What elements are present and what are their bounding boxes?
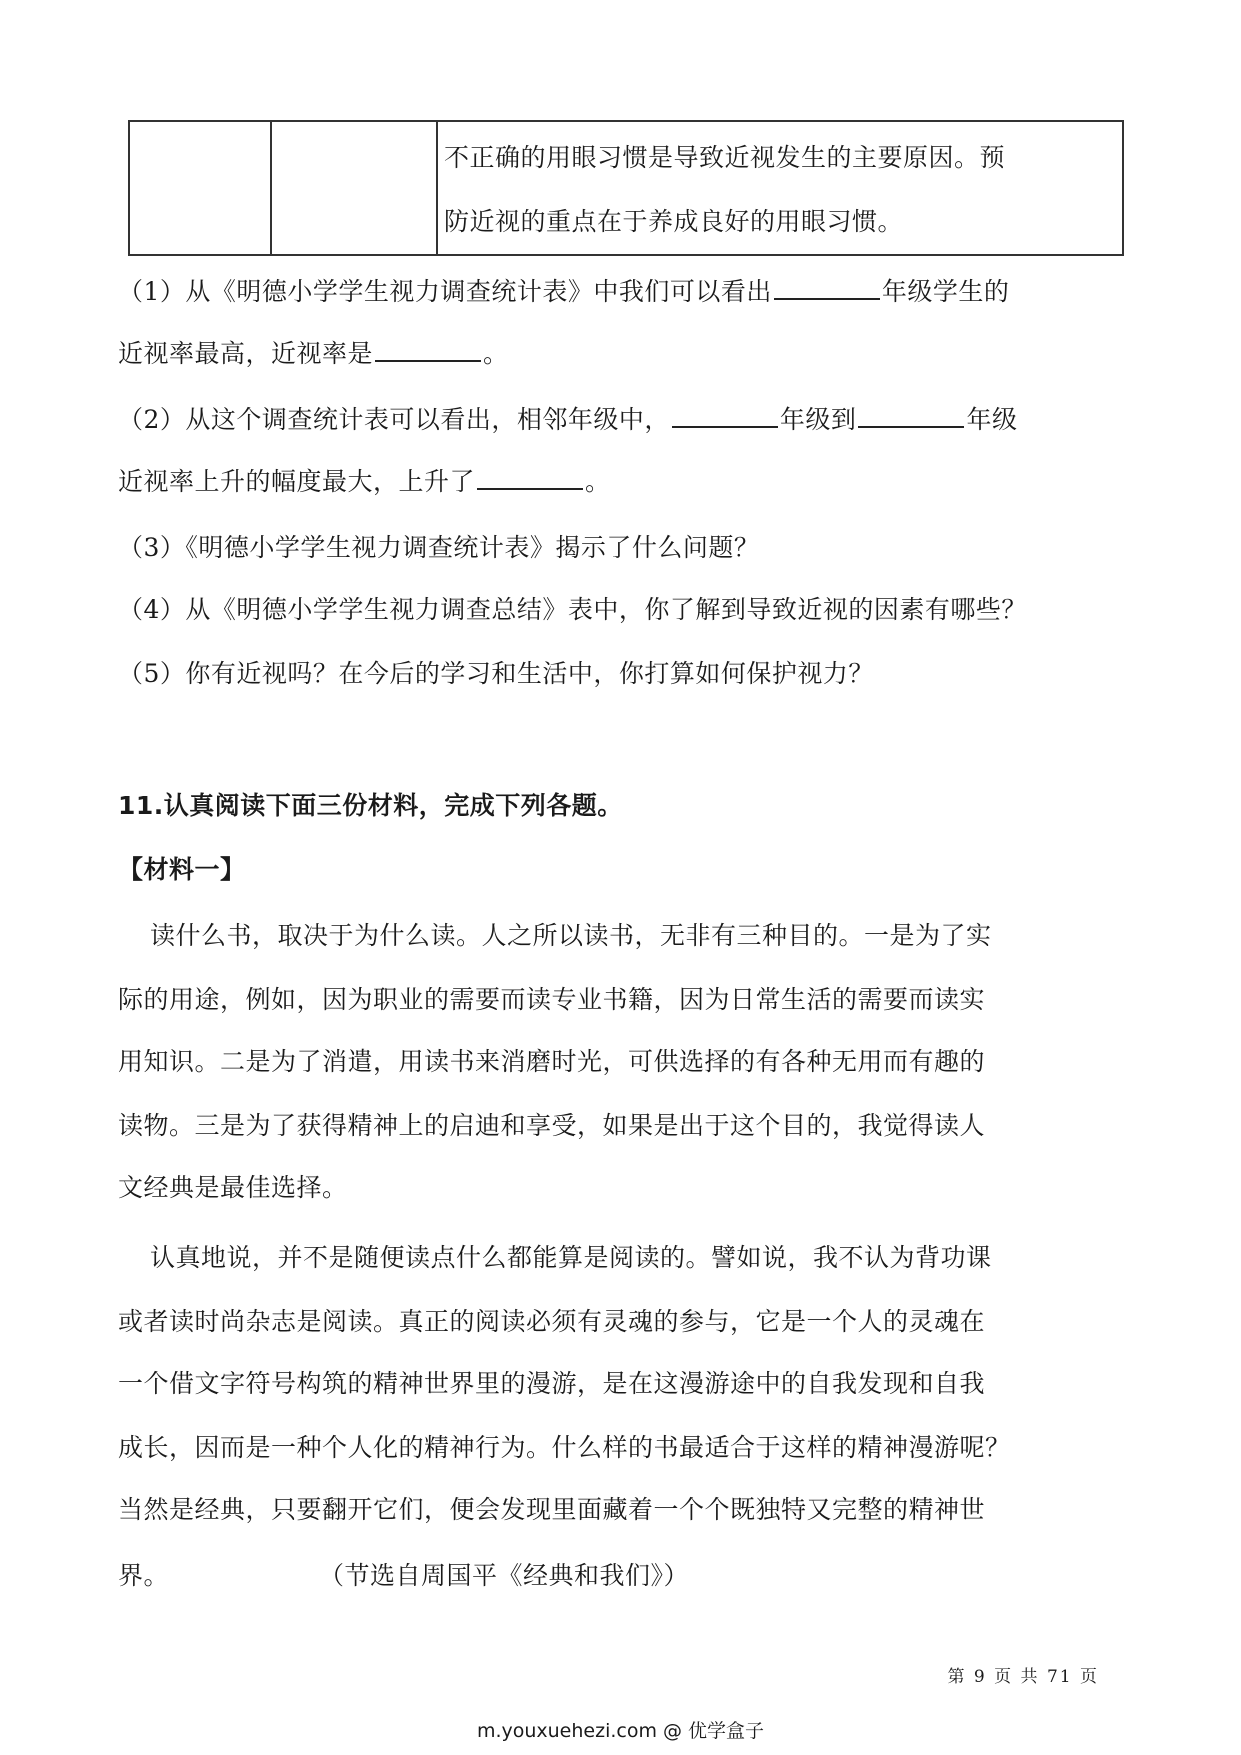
table-cell-empty-1 — [129, 121, 271, 255]
question-2-line-1 — [118, 400, 1128, 436]
question-4: （4）从《明德小学学生视力调查总结》表中，你了解到导致近视的因素有哪些？ — [118, 595, 1027, 624]
q2-text-a: （2）从这个调查统计表可以看出，相邻年级中， — [118, 405, 670, 434]
paragraph-2-line-4: 成长，因而是一种个人化的精神行为。什么样的书最适合于这样的精神漫游呢？ — [118, 1433, 1011, 1462]
site-watermark: m.youxuehezi.com @ 优学盒子 — [476, 1720, 765, 1742]
table-cell-line-1: 不正确的用眼习惯是导致近视发生的主要原因。预 — [444, 143, 1006, 172]
paragraph-2-line-1: 认真地说，并不是随便读点什么都能算是阅读的。譬如说，我不认为背功课 — [150, 1243, 992, 1272]
paragraph-2-line-5: 当然是经典，只要翻开它们，便会发现里面藏着一个个既独特又完整的精神世 — [118, 1495, 986, 1524]
paragraph-2-line-2: 或者读时尚杂志是阅读。真正的阅读必须有灵魂的参与，它是一个人的灵魂在 — [118, 1307, 986, 1336]
q2-text-d: 近视率上升的幅度最大，上升了 — [118, 467, 476, 496]
paragraph-1-line-2: 际的用途，例如，因为职业的需要而读专业书籍，因为日常生活的需要而读实 — [118, 985, 986, 1014]
table-fragment — [128, 120, 1124, 256]
paragraph-1-line-3: 用知识。二是为了消遣，用读书来消磨时光，可供选择的有各种无用而有趣的 — [118, 1047, 986, 1076]
question-1-line-2 — [118, 334, 1128, 370]
answer-blank-q2-rise[interactable] — [477, 466, 583, 490]
section-11-title: 11.认真阅读下面三份材料，完成下列各题。 — [118, 791, 623, 820]
q1-text-b: 年级学生的 — [881, 277, 1010, 306]
answer-blank-q1-grade[interactable] — [774, 276, 880, 300]
source-citation: （节选自周国平《经典和我们》） — [319, 1561, 690, 1590]
q2-text-c: 年级 — [966, 405, 1018, 434]
q2-text-b: 年级到 — [779, 405, 857, 434]
paragraph-2-line-3: 一个借文字符号构筑的精神世界里的漫游，是在这漫游途中的自我发现和自我 — [118, 1369, 986, 1398]
q1-text-c: 近视率最高，近视率是 — [118, 339, 374, 368]
table-cell-line-2: 防近视的重点在于养成良好的用眼习惯。 — [444, 207, 904, 236]
paragraph-2-line-6 — [118, 1556, 1128, 1592]
q2-text-e: 。 — [585, 467, 611, 496]
paragraph-1-line-1: 读什么书，取决于为什么读。人之所以读书，无非有三种目的。一是为了实 — [150, 921, 992, 950]
question-1-line-1 — [118, 272, 1128, 308]
material-1-label: 【材料一】 — [118, 855, 246, 884]
question-2-line-2 — [118, 462, 1128, 498]
answer-blank-q2-to[interactable] — [858, 404, 964, 428]
question-3: （3）《明德小学学生视力调查统计表》揭示了什么问题？ — [118, 533, 760, 562]
question-5: （5）你有近视吗？在今后的学习和生活中，你打算如何保护视力？ — [118, 659, 874, 688]
table-cell-text — [437, 121, 1123, 255]
table-cell-empty-2 — [271, 121, 437, 255]
q1-text-d: 。 — [483, 339, 509, 368]
paragraph-2-last-text: 界。 — [118, 1561, 170, 1590]
paragraph-1-line-4: 读物。三是为了获得精神上的启迪和享受，如果是出于这个目的，我觉得读人 — [118, 1111, 986, 1140]
answer-blank-q2-from[interactable] — [672, 404, 778, 428]
answer-blank-q1-rate[interactable] — [375, 338, 481, 362]
page-number: 第 9 页 共 71 页 — [947, 1667, 1099, 1687]
paragraph-1-line-5: 文经典是最佳选择。 — [118, 1173, 348, 1202]
q1-text-a: （1）从《明德小学学生视力调查统计表》中我们可以看出 — [118, 277, 772, 306]
